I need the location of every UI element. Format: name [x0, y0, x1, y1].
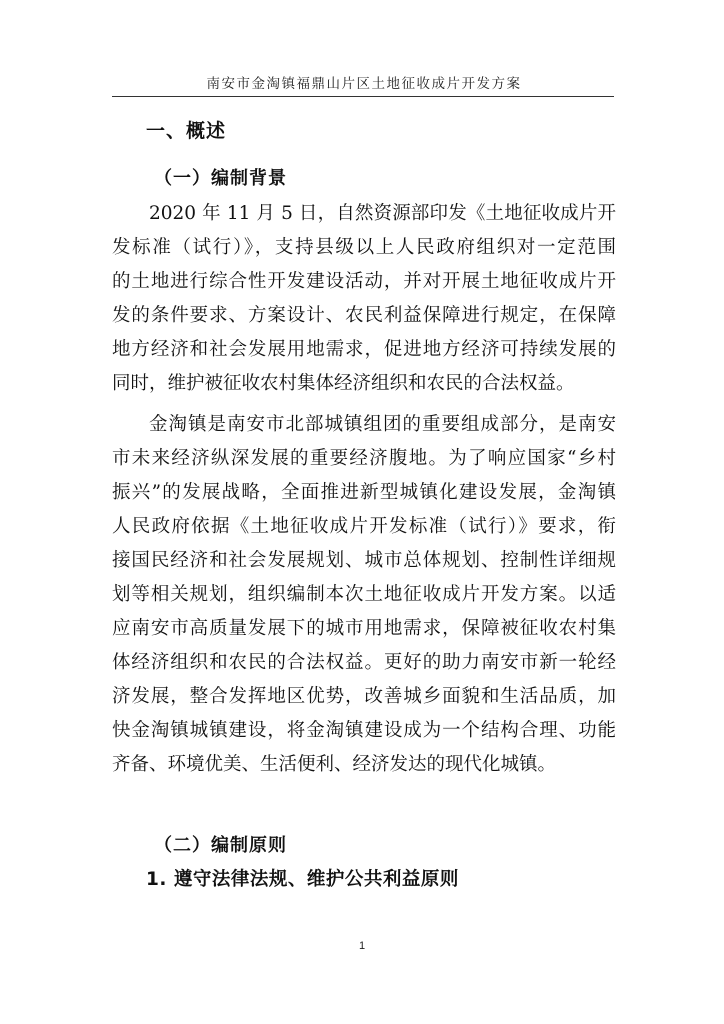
paragraph-line: 同时，维护被征收农村集体经济组织和农民的合法权益。: [112, 373, 575, 394]
paragraph-line: 2020 年 11 月 5 日，自然资源部印发《土地征收成片开: [149, 203, 616, 224]
paragraph-line: 体经济组织和农民的合法权益。更好的助力南安市新一轮经: [112, 652, 616, 673]
paragraph-line: 金淘镇是南安市北部城镇组团的重要组成部分，是南安: [149, 414, 616, 435]
paragraph-line: 划等相关规划，组织编制本次土地征收成片开发方案。以适: [112, 584, 616, 605]
paragraph-line: 地方经济和社会发展用地需求，促进地方经济可持续发展的: [112, 339, 616, 360]
paragraph-line: 发的条件要求、方案设计、农民利益保障进行规定，在保障: [112, 305, 616, 326]
paragraph-background-1: [112, 197, 616, 401]
subsection-heading-principles: （二）编制原则: [154, 835, 287, 856]
paragraph-line: 接国民经济和社会发展规划、城市总体规划、控制性详细规: [112, 550, 616, 571]
subsection-heading-background: （一）编制背景: [154, 168, 287, 189]
header-rule: [112, 96, 614, 97]
section-heading-overview: 一、概述: [146, 120, 227, 142]
paragraph-line: 快金淘镇城镇建设，将金淘镇建设成为一个结构合理、功能: [112, 720, 616, 741]
page-number: 1: [358, 940, 366, 952]
paragraph-line: 振兴”的发展战略，全面推进新型城镇化建设发展，金淘镇: [112, 482, 616, 503]
principle-item-1: 1. 遵守法律法规、维护公共利益原则: [146, 869, 459, 890]
paragraph-line: 发标准（试行）》，支持县级以上人民政府组织对一定范围: [112, 237, 616, 258]
paragraph-background-2: [112, 408, 616, 782]
paragraph-line: 应南安市高质量发展下的城市用地需求，保障被征收农村集: [112, 618, 616, 639]
paragraph-line: 市未来经济纵深发展的重要经济腹地。为了响应国家“乡村: [112, 448, 616, 469]
running-header: 南安市金淘镇福鼎山片区土地征收成片开发方案: [206, 76, 522, 92]
paragraph-line: 济发展，整合发挥地区优势，改善城乡面貌和生活品质，加: [112, 686, 616, 707]
paragraph-line: 人民政府依据《土地征收成片开发标准（试行）》要求，衔: [112, 516, 616, 537]
paragraph-line: 齐备、环境优美、生活便利、经济发达的现代化城镇。: [112, 754, 557, 775]
paragraph-line: 的土地进行综合性开发建设活动，并对开展土地征收成片开: [112, 271, 616, 292]
